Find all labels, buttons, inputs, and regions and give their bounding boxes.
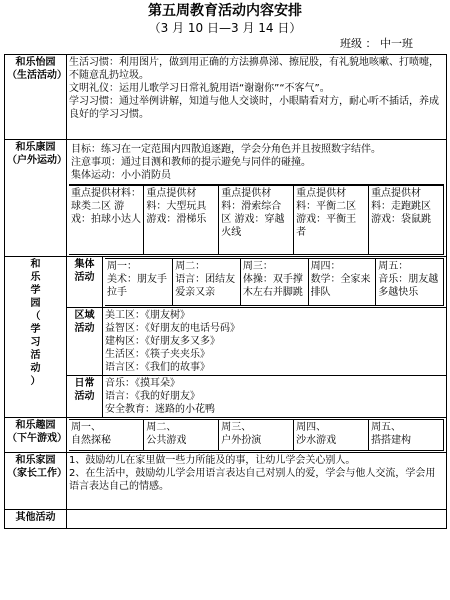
group-day-cell: 周一： 美术：朋友手拉手 (105, 259, 173, 306)
group-activity-label: 集体 活动 (67, 257, 103, 308)
outdoor-area-cell: 重点提供材料：大型玩具 游戏：滑梯乐 (144, 186, 219, 255)
life-line: 文明礼仪：运用儿歌学习日常礼貌用语“谢谢你”“不客气”。 (69, 83, 330, 94)
outdoor-content (67, 140, 447, 257)
learning-area-row (5, 308, 447, 376)
area-line: 美工区：《朋友树》 (105, 310, 190, 321)
area-line: 生活区：《筷子夹夹乐》 (105, 349, 210, 360)
fun-days (67, 418, 447, 453)
fun-day-cell: 周一、 自然探秘 (69, 420, 144, 451)
fun-category: 和乐趣园 （下午游戏） (5, 418, 67, 453)
daily-activity-label: 日常 活动 (67, 376, 103, 418)
other-category: 其他活动 (5, 510, 67, 529)
fun-day-cell: 周四、 沙水游戏 (294, 420, 369, 451)
outdoor-category: 和乐康园 （户外运动） (5, 140, 67, 257)
fun-day-cell: 周三、 户外扮演 (219, 420, 294, 451)
group-day-cell: 周三： 体操：双手撑木左右并脚跳 (240, 259, 308, 306)
life-line: 生活习惯：利用图片，做到用正确的方法擤鼻涕、擦屁股，有礼貌地咳嗽、打喷嚏，不随意乱扔垃圾。 (69, 57, 439, 81)
outdoor-area-cell: 重点提供材料：走跑跳区 游戏：袋鼠跳 (369, 186, 444, 255)
group-activity-days (103, 257, 447, 308)
area-activity-label: 区域 活动 (67, 308, 103, 376)
daily-line: 安全教育：迷路的小花鸭 (105, 404, 215, 415)
outdoor-line: 注意事项：通过目测和教师的提示避免与同伴的碰撞。 (71, 157, 311, 168)
outdoor-area-cell: 重点提供材料：球类二区 游戏：拍球小达人 (69, 186, 144, 255)
learning-daily-row (5, 376, 447, 418)
group-day-cell: 周二： 语言：团结友爱亲又亲 (173, 259, 241, 306)
fun-day-cell: 周二、 公共游戏 (144, 420, 219, 451)
area-line: 建构区：《好朋友多又多》 (105, 336, 220, 347)
home-line: 1、鼓励幼儿在家里做一些力所能及的事，让幼儿学会关心别人。 (69, 455, 356, 466)
class-label: 班级 ： 中一班 (340, 37, 413, 50)
area-activity-content (103, 308, 447, 376)
life-category: 和乐怡园 （生活活动） (5, 55, 67, 140)
home-line: 2、在生活中，鼓励幼儿学会用语言表达自己对别人的爱，学会与他人交流，学会用语言表达自己的情感。 (69, 468, 436, 492)
daily-activity-content (103, 376, 447, 418)
outdoor-row (5, 140, 447, 257)
learning-group-row (5, 257, 447, 308)
page-title: 第五周教育活动内容安排 (148, 3, 302, 19)
learning-category: 和 乐 学 园 （ 学 习 活 动 ） (5, 257, 67, 418)
page-subtitle: （3 月 10 日—3 月 14 日） (148, 21, 302, 35)
outdoor-areas (69, 185, 444, 255)
other-content (67, 510, 447, 529)
outdoor-line: 集体运动：小小消防员 (71, 170, 171, 181)
outdoor-line: 目标：练习在一定范围内四散追逐跑，学会分角色并且按照数字结伴。 (71, 144, 381, 155)
area-line: 益智区：《好朋友的电话号码》 (105, 323, 240, 334)
outdoor-area-cell: 重点提供材料：滑索综合区 游戏：穿越火线 (219, 186, 294, 255)
fun-day-cell: 周五、 搭搭建构 (369, 420, 444, 451)
group-day-cell: 周四： 数学：全家来排队 (308, 259, 376, 306)
home-content (67, 453, 447, 510)
home-row (5, 453, 447, 510)
schedule-table (4, 54, 447, 529)
daily-line: 语言：《我的好朋友》 (105, 391, 200, 402)
group-day-cell: 周五： 音乐：朋友越多越快乐 (376, 259, 444, 306)
daily-line: 音乐：《摸耳朵》 (105, 378, 180, 389)
life-content (67, 55, 447, 140)
fun-row (5, 418, 447, 453)
area-line: 语言区：《我们的故事》 (105, 362, 210, 373)
life-row (5, 55, 447, 140)
home-category: 和乐家园 （家长工作） (5, 453, 67, 510)
life-line: 学习习惯：通过举例讲解，知道与他人交谈时，小眼睛看对方，耐心听不插话，养成良好的学习习惯。 (69, 96, 439, 120)
outdoor-area-cell: 重点提供材料：平衡二区 游戏：平衡王者 (294, 186, 369, 255)
other-row (5, 510, 447, 529)
